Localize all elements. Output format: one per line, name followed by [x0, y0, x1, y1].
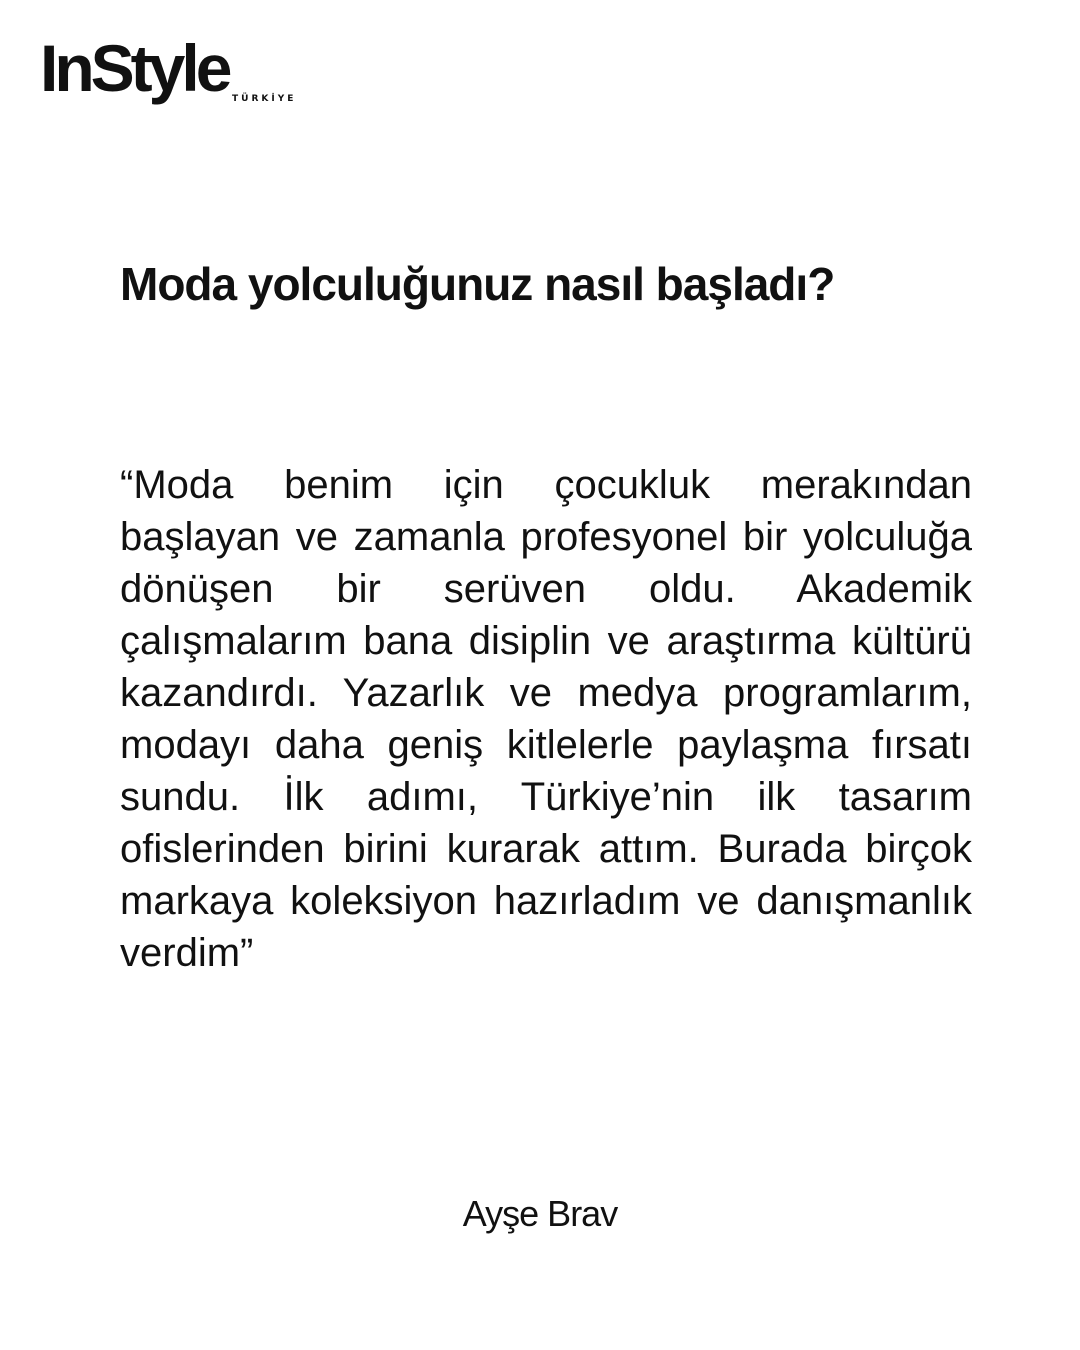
- interview-question: Moda yolculuğunuz nasıl başladı?: [120, 258, 835, 310]
- interview-answer: “Moda benim için çocukluk merakından başlayan ve zamanla profesyonel bir yolculuğa dönüşen bir serüven oldu. Akademik çalışmalarım bana disiplin ve araştırma kültürü kazandırdı. Yazarlık ve medya programlarım, modayı daha geniş kitlelerle paylaşma fırsatı sundu. İlk adımı, Türkiye’nin ilk tasarım ofislerinden birini kurarak attım. Burada birçok markaya koleksiyon hazırladım ve danışmanlık verdim”: [120, 463, 972, 975]
- logo-wordmark: InStyle: [40, 31, 229, 105]
- instyle-turkiye-logo: [40, 28, 310, 110]
- speaker-name: Ayşe Brav: [462, 1193, 618, 1234]
- logo-subtext: TÜRKİYE: [232, 94, 297, 104]
